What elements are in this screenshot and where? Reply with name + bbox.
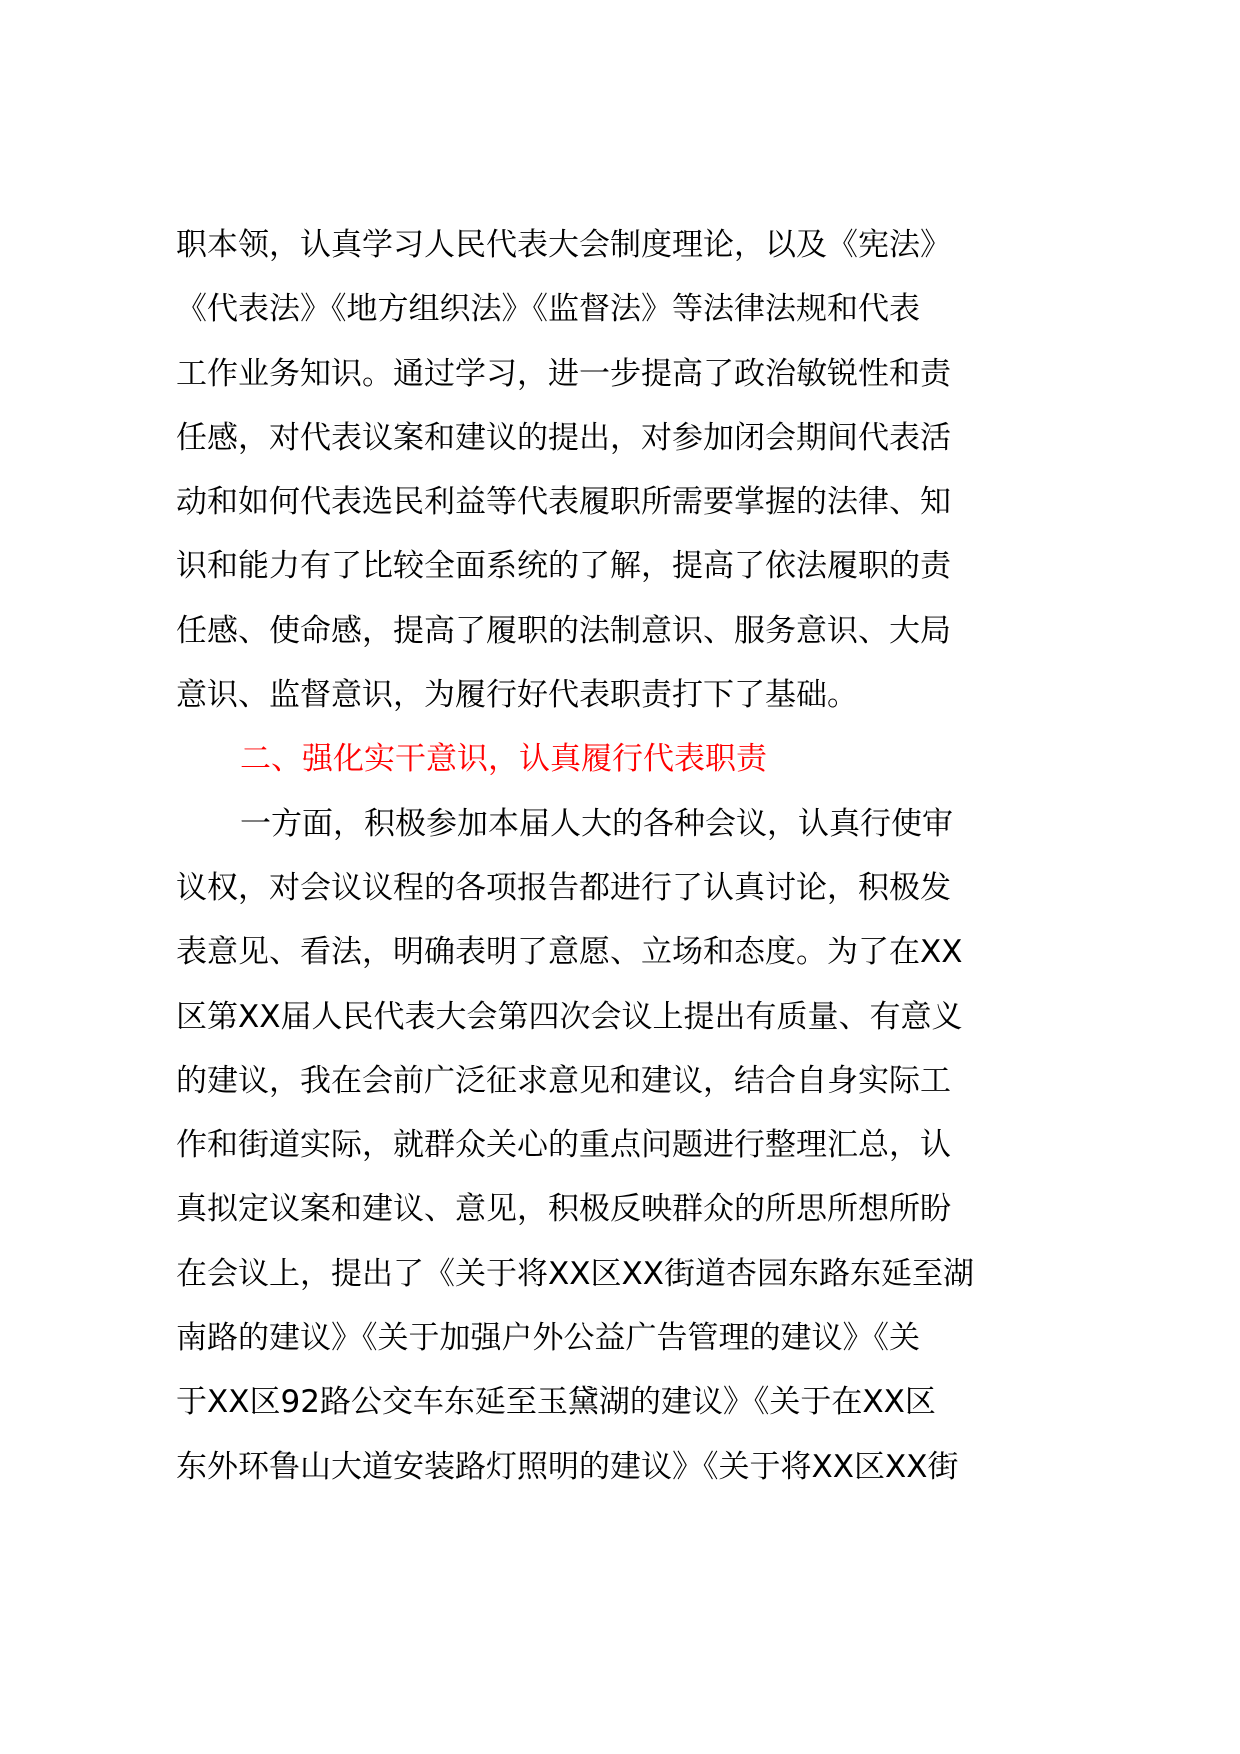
paragraph-line: 南路的建议》《关于加强户外公益广告管理的建议》《关 (176, 1320, 920, 1357)
paragraph-line: 识和能力有了比较全面系统的了解，提高了依法履职的责 (176, 548, 951, 585)
paragraph-line: 动和如何代表选民利益等代表履职所需要掌握的法律、知 (176, 484, 951, 521)
paragraph-line: 表意见、看法，明确表明了意愿、立场和态度。为了在XX (176, 934, 963, 971)
section-heading: 二、强化实干意识，认真履行代表职责 (240, 741, 767, 778)
paragraph-line: 意识、监督意识，为履行好代表职责打下了基础。 (176, 677, 858, 714)
paragraph-first-line: 一方面，积极参加本届人大的各种会议，认真行使审 (240, 805, 953, 842)
paragraph-line: 于XX区92路公交车东延至玉黛湖的建议》《关于在XX区 (176, 1384, 936, 1421)
paragraph-line: 议权，对会议议程的各项报告都进行了认真讨论，积极发 (176, 869, 951, 906)
paragraph-line: 东外环鲁山大道安装路灯照明的建议》《关于将XX区XX街 (176, 1448, 959, 1485)
body-text (176, 213, 1116, 1499)
paragraph-line: 作和街道实际，就群众关心的重点问题进行整理汇总，认 (176, 1127, 951, 1164)
paragraph-line: 区第XX届人民代表大会第四次会议上提出有质量、有意义 (176, 998, 963, 1035)
paragraph-line: 《代表法》《地方组织法》《监督法》等法律法规和代表 (176, 291, 920, 328)
paragraph-line: 任感、使命感，提高了履职的法制意识、服务意识、大局 (176, 612, 951, 649)
paragraph-line: 的建议，我在会前广泛征求意见和建议，结合自身实际工 (176, 1062, 951, 1099)
paragraph-line: 任感，对代表议案和建议的提出，对参加闭会期间代表活 (176, 419, 951, 456)
paragraph-line: 在会议上，提出了《关于将XX区XX街道杏园东路东延至湖 (176, 1255, 974, 1292)
paragraph-line: 真拟定议案和建议、意见，积极反映群众的所思所想所盼 (176, 1191, 951, 1228)
paragraph-line: 工作业务知识。通过学习，进一步提高了政治敏锐性和责 (176, 355, 951, 392)
paragraph-line: 职本领，认真学习人民代表大会制度理论，以及《宪法》 (176, 227, 951, 263)
